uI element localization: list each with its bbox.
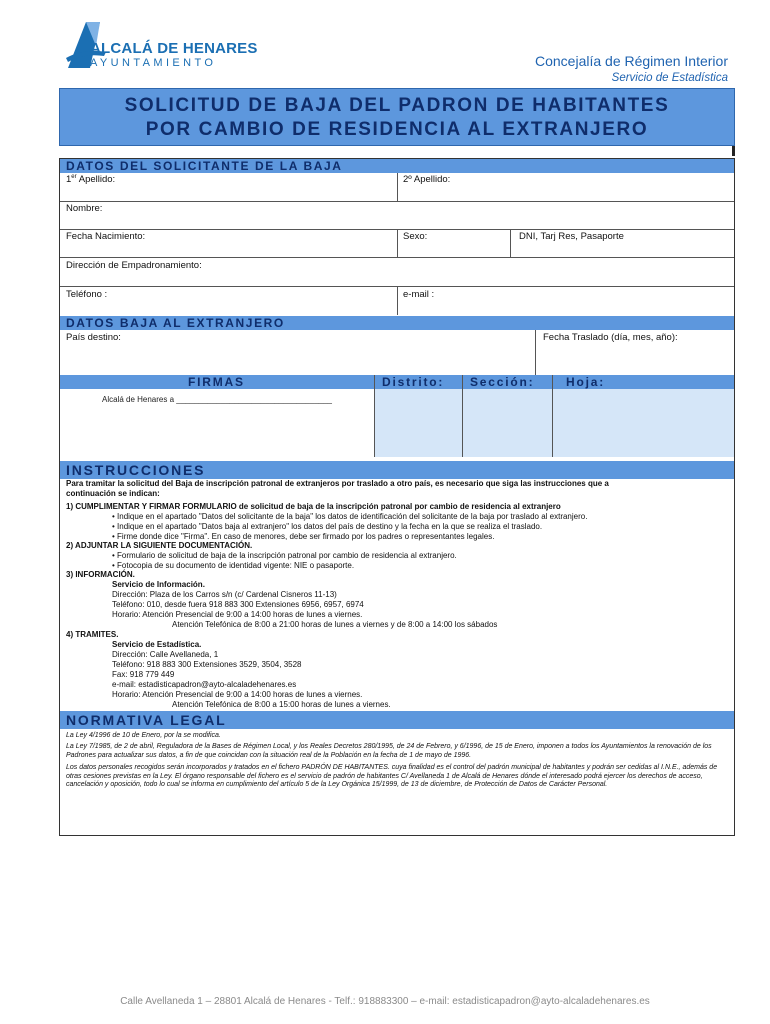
logo-city-name: ALCALÁ DE HENARES: [90, 40, 258, 57]
fecha-traslado-field[interactable]: Fecha Traslado (día, mes, año):: [543, 332, 678, 343]
hoja-box[interactable]: [552, 389, 734, 457]
distrito-box[interactable]: [374, 389, 462, 457]
instr-tramites-telefono: Teléfono: 918 883 300 Extensiones 3529, 3504, 3528: [112, 660, 302, 669]
normativa-paragraph-2: La Ley 7/1985, de 2 de abril, Reguladora de la Bases de Régimen Local, y los Reales Decretos 280/1995, de 24 de Febrero, y 6/1996, de 15 de Enero, imponen a todos los Ayuntamientos la renovación de los Padrones para actualizar sus datos, a fin de que coincidan con la situación real de la Población en la fecha de 1 de mayo de 1996.: [66, 743, 712, 759]
instr-tramites-title: Servicio de Estadística.: [112, 640, 202, 649]
instr-tramites-horario-2: Atención Telefónica de 8:00 a 15:00 horas de lunes a viernes.: [172, 700, 391, 709]
instr-info-horario-1: Horario: Atención Presencial de 9:00 a 14:00 horas de lunes a viernes.: [112, 610, 363, 619]
instr-step-1: 1) CUMPLIMENTAR Y FIRMAR FORMULARIO de solicitud de baja de la inscripción patronal por cambio de residencia al extranjero: [66, 502, 561, 511]
instr-info-horario-2: Atención Telefónica de 8:00 a 21:00 horas de lunes a viernes y de 8:00 a 14:00 los sábados: [172, 620, 498, 629]
instr-intro-2: continuación se indican:: [66, 489, 160, 498]
instr-info-telefono: Teléfono: 010, desde fuera 918 883 300 Extensiones 6956, 6957, 6974: [112, 600, 364, 609]
instr-step-1c: • Firme donde dice "Firma". En caso de menores, debe ser firmado por los padres o representantes legales.: [112, 532, 495, 541]
instr-step-2b: • Fotocopia de su documento de identidad vigente: NIE o pasaporte.: [112, 561, 355, 570]
apellido1-field[interactable]: 1er Apellido:: [66, 174, 116, 186]
section-header-normativa: NORMATIVA LEGAL: [60, 711, 734, 729]
fecha-nacimiento-field[interactable]: Fecha Nacimiento:: [66, 231, 146, 242]
instr-step-1a: • Indique en el apartado "Datos del solicitante de la baja" los datos de identificación del solicitante de la baja por traslado al extranjero.: [112, 512, 588, 521]
page-footer: Calle Avellaneda 1 – 28801 Alcalá de Henares - Telf.: 918883300 – e-mail: estadisticapadron@ayto-alcaladehenares.es: [120, 996, 650, 1007]
section-header-solicitante: DATOS DEL SOLICITANTE DE LA BAJA: [60, 159, 734, 173]
email-field[interactable]: e-mail :: [403, 289, 435, 300]
instr-info-title: Servicio de Información.: [112, 580, 205, 589]
instr-step-2a: • Formulario de solicitud de baja de la inscripción patronal por cambio de residencia al extranjero.: [112, 551, 457, 560]
nombre-field[interactable]: Nombre:: [66, 203, 103, 214]
instr-step-2: 2) ADJUNTAR LA SIGUIENTE DOCUMENTACIÓN.: [66, 541, 253, 550]
instr-step-3: 3) INFORMACIÓN.: [66, 570, 135, 579]
document-title-line1: SOLICITUD DE BAJA DEL PADRON DE HABITANTES: [124, 95, 670, 116]
instr-tramites-fax: Fax: 918 779 449: [112, 670, 175, 679]
section-header-baja: DATOS BAJA AL EXTRANJERO: [60, 316, 734, 330]
dni-field[interactable]: DNI, Tarj Res, Pasaporte: [519, 231, 624, 242]
logo-ayuntamiento: AYUNTAMIENTO: [90, 57, 217, 69]
document-title-line2: POR CAMBIO DE RESIDENCIA AL EXTRANJERO: [145, 119, 649, 140]
instr-tramites-email: e-mail: estadisticapadron@ayto-alcaladehenares.es: [112, 680, 297, 689]
firmas-label: FIRMAS: [188, 375, 245, 389]
corner-mark: [732, 146, 735, 156]
instr-tramites-horario-1: Horario: Atención Presencial de 9:00 a 14:00 horas de lunes a viernes.: [112, 690, 363, 699]
seccion-label: Sección:: [470, 375, 535, 389]
instr-intro-1: Para tramitar la solicitud del Baja de inscripción patronal de extranjeros por traslado a otro país, es necesario que siga las instrucciones que a: [66, 479, 609, 488]
apellido2-field[interactable]: 2º Apellido:: [403, 174, 451, 185]
concejalia-label: Concejalía de Régimen Interior: [535, 53, 728, 69]
normativa-paragraph-3: Los datos personales recogidos serán incorporados y tratados en el fichero PADRÓN DE HABITANTES. cuya finalidad es el control del padrón municipal de habitantes y podrán ser cedidas al I.N.E., además de otras cesiones previstas en la Ley. El órgano responsable del fichero es el servicio de padrón de habitantes C/ Avellaneda 1 de Alcalá de Henares dónde el interesado podrá ejercer los derechos de acceso, cancelación y oposición, todo lo cual se informa en cumplimiento del artículo 5 de la Ley Orgánica 15/1999, de 13 de diciembre, de Protección de Datos de Carácter Personal.: [66, 764, 718, 789]
instr-step-4: 4) TRAMITES.: [66, 630, 119, 639]
section-header-instrucciones: INSTRUCCIONES: [60, 461, 734, 479]
seccion-box[interactable]: [462, 389, 552, 457]
pais-destino-field[interactable]: País destino:: [66, 332, 121, 343]
normativa-paragraph-1: La Ley 4/1996 de 10 de Enero, por la se modifica.: [66, 732, 221, 739]
request-form: [59, 158, 735, 836]
hoja-label: Hoja:: [566, 375, 605, 389]
instr-step-1b: • Indique en el apartado "Datos baja al extranjero" los datos del país de destino y la fecha en la que se realiza el traslado.: [112, 522, 543, 531]
distrito-label: Distrito:: [382, 375, 445, 389]
telefono-field[interactable]: Teléfono :: [66, 289, 108, 300]
sexo-field[interactable]: Sexo:: [403, 231, 428, 242]
instr-tramites-direccion: Dirección: Calle Avellaneda, 1: [112, 650, 219, 659]
direccion-field[interactable]: Dirección de Empadronamiento:: [66, 260, 202, 271]
document-title-box: [59, 88, 735, 146]
servicio-label: Servicio de Estadística: [611, 72, 728, 84]
signature-header-band: [60, 375, 734, 389]
signature-place-date[interactable]: Alcalá de Henares a ___________________________________: [102, 395, 332, 404]
instr-info-direccion: Dirección: Plaza de los Carros s/n (c/ Cardenal Cisneros 11-13): [112, 590, 337, 599]
